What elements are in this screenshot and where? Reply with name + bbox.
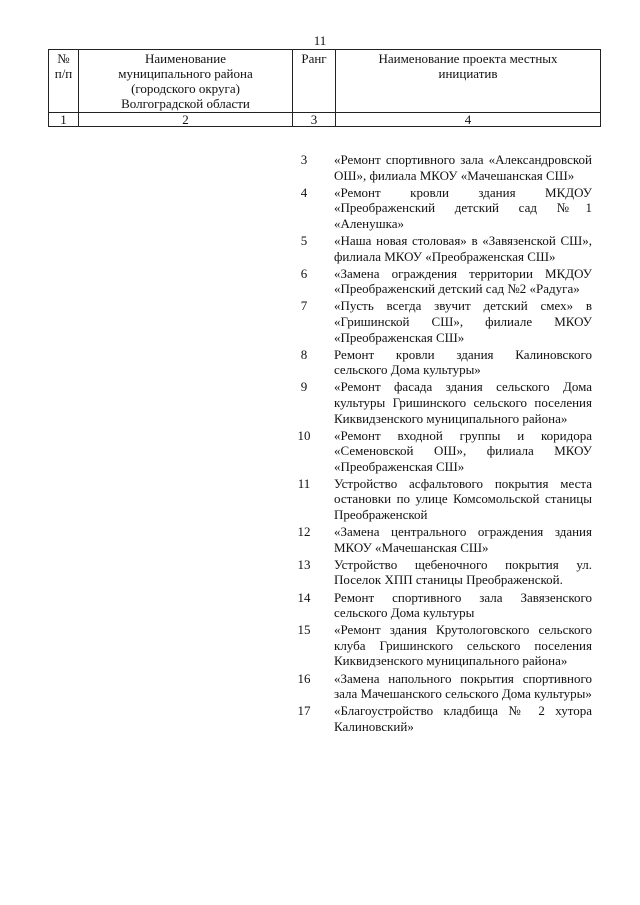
project-name-cell: «Замена напольного покрытия спортивного зала Мачешанского сельского Дома культуры»: [334, 670, 592, 702]
project-name-cell: Устройство асфальтового покрытия места остановки по улице Комсомольской станицы Преображенской: [334, 475, 592, 523]
table-row: [282, 524, 600, 555]
project-name-cell: «Ремонт здания Крутологовского сельского клуба Гришинского сельского поселения Киквидзенского муниципального района»: [334, 622, 592, 669]
rank-cell: 4: [300, 184, 308, 200]
rank-cell: 5: [300, 232, 308, 248]
table-row: [282, 476, 600, 523]
table-row: [282, 298, 600, 345]
table-row: [282, 152, 600, 183]
project-name-cell: «Наша новая столовая» в «Завязенской СШ», филиала МКОУ «Преображенская СШ»: [334, 232, 592, 264]
rank-cell: 15: [297, 622, 311, 638]
project-name-cell: «Ремонт спортивного зала «Александровской ОШ», филиала МКОУ «Мачешанская СШ»: [334, 152, 592, 183]
project-list: [282, 152, 600, 736]
project-name-cell: «Пусть всегда звучит детский смех» в «Гришинской СШ», филиале МКОУ «Преображенская СШ»: [334, 298, 592, 345]
project-name-cell: Ремонт кровли здания Калиновского сельского Дома культуры»: [334, 346, 592, 378]
project-name-cell: «Ремонт входной группы и коридора «Семеновской ОШ», филиала МКОУ «Преображенская СШ»: [334, 427, 592, 474]
header-project-label: Наименование проекта местных инициатив: [336, 50, 601, 113]
table-row: [282, 590, 600, 621]
rank-cell: 7: [300, 298, 308, 314]
rank-cell: 16: [297, 670, 311, 686]
header-row: [49, 50, 601, 113]
rank-cell: 8: [300, 346, 308, 362]
project-name-cell: Ремонт спортивного зала Завязенского сельского Дома культуры: [334, 589, 592, 621]
table-row: [282, 428, 600, 475]
project-name-cell: «Благоустройство кладбища № 2 хутора Калиновский»: [334, 703, 592, 734]
table-row: [282, 622, 600, 669]
column-index: 2: [79, 113, 293, 127]
table-row: [282, 671, 600, 702]
table-row: [282, 266, 600, 297]
table-header: [48, 49, 601, 127]
project-name-cell: «Замена центрального ограждения здания МКОУ «Мачешанская СШ»: [334, 524, 592, 555]
rank-cell: 14: [297, 589, 311, 605]
rank-cell: 9: [300, 379, 308, 395]
project-name-cell: «Замена ограждения территории МКДОУ «Преображенский детский сад №2 «Радуга»: [334, 265, 592, 297]
table-row: [282, 233, 600, 264]
column-index: 4: [336, 113, 601, 127]
rank-cell: 17: [297, 703, 311, 719]
table-row: [282, 185, 600, 232]
table-row: [282, 703, 600, 734]
rank-cell: 11: [297, 475, 311, 491]
header-district-label: Наименование муниципального района (городского округа) Волгоградской области: [79, 50, 293, 113]
project-name-cell: Устройство щебеночного покрытия ул. Поселок ХПП станицы Преображенской.: [334, 556, 592, 588]
table-row: [282, 379, 600, 426]
page-number: 11: [313, 33, 327, 48]
column-index-row: [49, 113, 601, 127]
column-index: 1: [49, 113, 79, 127]
rank-cell: 3: [300, 152, 308, 167]
table-row: [282, 557, 600, 588]
rank-cell: 12: [297, 524, 311, 540]
project-name-cell: «Ремонт кровли здания МКДОУ «Преображенский детский сад №1 «Аленушка»: [334, 184, 592, 231]
table-row: [282, 347, 600, 378]
project-name-cell: «Ремонт фасада здания сельского Дома культуры Гришинского сельского поселения Киквидзенского муниципального района»: [334, 379, 592, 426]
rank-cell: 10: [297, 427, 311, 443]
header-rank-label: Ранг: [293, 50, 336, 113]
rank-cell: 13: [297, 556, 311, 572]
header-number-label: № п/п: [49, 50, 79, 113]
column-index: 3: [293, 113, 336, 127]
rank-cell: 6: [300, 265, 308, 281]
